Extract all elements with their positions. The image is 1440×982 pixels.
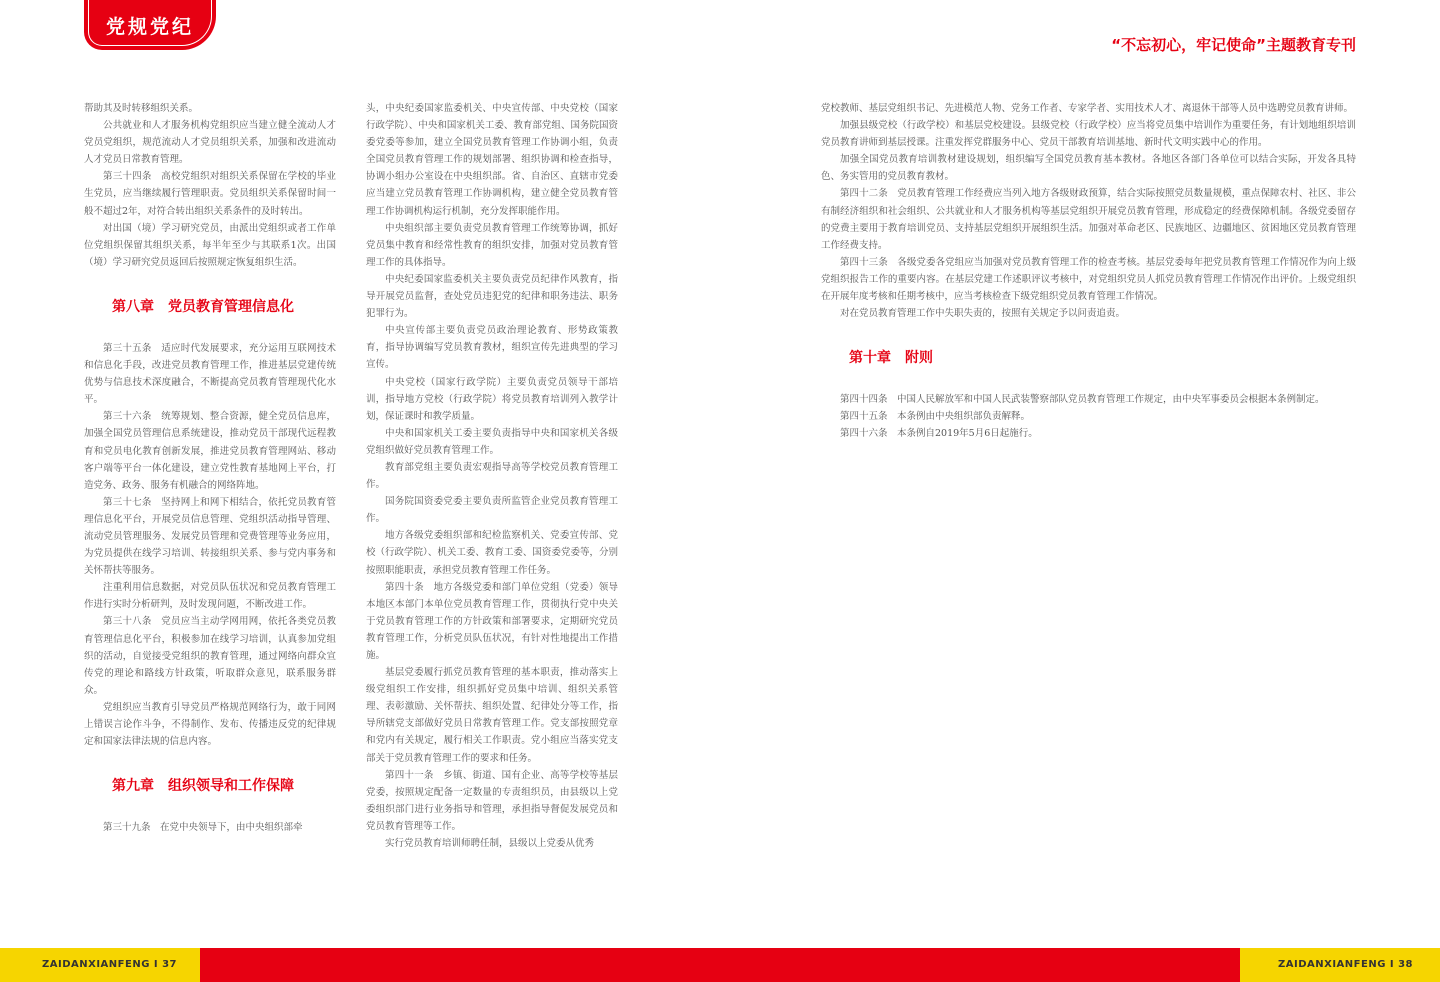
chapter-heading: 第八章 党员教育管理信息化 xyxy=(112,298,294,315)
paragraph: 第三十五条 适应时代发展要求，充分运用互联网技术和信息化手段，改进党员教育管理工作，推进基层党建传统优势与信息技术深度融合，不断提高党员教育管理现代化水平。 xyxy=(84,342,336,406)
paragraph: 加强县级党校（行政学校）和基层党校建设。县级党校（行政学校）应当将党员集中培训作为重要任务，有计划地组织培训党员教育讲师到基层授课。注重发挥党群服务中心、党员干部教育培训基地、新时代文明实践中心的作用。 xyxy=(821,120,1356,149)
paragraph: 第四十四条 中国人民解放军和中国人民武装警察部队党员教育管理工作规定，由中央军事委员会根据本条例制定。 xyxy=(840,394,1325,406)
paragraph: 中央党校（国家行政学院）主要负责党员领导干部培训，指导地方党校（行政学院）将党员教育培训列入教学计划，保证课时和教学质量。 xyxy=(366,376,618,422)
paragraph: 第三十四条 高校党组织对组织关系保留在学校的毕业生党员，应当继续履行管理职责。党员组织关系保留时间一般不超过2年，对符合转出组织关系条件的及时转出。 xyxy=(84,171,336,217)
paragraph: 第三十八条 党员应当主动学网用网，依托各类党员教育管理信息化平台，积极参加在线学习培训，认真参加党组织的活动，自觉接受党组织的教育管理，通过网络向群众宣传党的理论和路线方针政策，听取群众意见，联系服务群众。 xyxy=(84,616,336,696)
paragraph: 国务院国资委党委主要负责所监管企业党员教育管理工作。 xyxy=(366,496,618,525)
paragraph: 基层党委履行抓党员教育管理的基本职责，推动落实上级党组织工作安排，组织抓好党员集中培训、组织关系管理、表彰激励、关怀帮扶、组织处置、纪律处分等工作，指导所辖党支部做好党员日常教育管理工作。党支部按照党章和党内有关规定，履行相关工作职责。党小组应当落实党支部关于党员教育管理工作的要求和任务。 xyxy=(366,667,618,764)
paragraph: 中央和国家机关工委主要负责指导中央和国家机关各级党组织做好党员教育管理工作。 xyxy=(366,427,618,456)
section-tab-label: 党规党纪 xyxy=(105,16,194,38)
paragraph: 中央纪委国家监委机关主要负责党员纪律作风教育，指导开展党员监督，查处党员违犯党的纪律和职务违法、职务犯罪行为。 xyxy=(366,273,618,320)
footer-bar xyxy=(0,948,1440,982)
paragraph: 第三十七条 坚持网上和网下相结合，依托党员教育管理信息化平台，开展党员信息管理、党组织活动指导管理、流动党员管理服务、发展党员管理和党费管理等业务应用，为党员提供在线学习培训、转接组织关系、参与党内事务和关怀帮扶等服务。 xyxy=(84,496,336,577)
column-right-page xyxy=(821,100,1356,443)
paragraph: 中央宣传部主要负责党员政治理论教育、形势政策教育，指导协调编写党员教育教材，组织宣传先进典型的学习宣传。 xyxy=(366,325,618,371)
paragraph: 第四十三条 各级党委各党组应当加强对党员教育管理工作的检查考核。基层党委每年把党员教育管理工作情况作为向上级党组织报告工作的重要内容。在基层党建工作述职评议考核中，对党组织党员人抓党员教育管理工作情况作出评价。上级党组织在开展年度考核和任期考核中，应当考核检查下级党组织党员教育管理工作情况。 xyxy=(821,256,1356,303)
paragraph: 教育部党组主要负责宏观指导高等学校党员教育管理工作。 xyxy=(366,461,618,491)
paragraph: 中央组织部主要负责党员教育管理工作统筹协调，抓好党员集中教育和经常性教育的组织安排，加强对党员教育管理工作的具体指导。 xyxy=(366,222,618,268)
chapter-heading: 第十章 附则 xyxy=(849,350,933,367)
paragraph: 党组织应当教育引导党员严格规范网络行为，敢于同网上错误言论作斗争，不得制作、发布、传播违反党的纪律规定和国家法律法规的信息内容。 xyxy=(84,701,336,748)
footer-page-box-left xyxy=(0,948,200,982)
paragraph: 党校教师、基层党组织书记、先进模范人物、党务工作者、专家学者、实用技术人才、离退休干部等人员中选聘党员教育讲师。 xyxy=(821,103,1354,114)
issue-title: “不忘初心，牢记使命”主题教育专刊 xyxy=(1111,36,1356,54)
section-tab xyxy=(84,0,216,50)
paragraph: 第四十二条 党员教育管理工作经费应当列入地方各级财政预算，结合实际按照党员数量规模，重点保障农村、社区、非公有制经济组织和社会组织、公共就业和人才服务机构等基层党组织开展党员教育管理，形成稳定的经费保障机制。各级党委留存的党费主要用于教育培训党员、支持基层党组织开展组织生活。加强对革命老区、民族地区、边疆地区、贫困地区党员教育管理工作经费支持。 xyxy=(821,188,1356,251)
paragraph: 帮助其及时转移组织关系。 xyxy=(84,103,199,114)
chapter-heading: 第九章 组织领导和工作保障 xyxy=(112,778,294,795)
column-left-page-1 xyxy=(84,100,336,836)
paragraph: 地方各级党委组织部和纪检监察机关、党委宣传部、党校（行政学院）、机关工委、教育工委、国资委党委等，分别按照职能职责，承担党员教育管理工作任务。 xyxy=(366,530,618,576)
paragraph: 第四十条 地方各级党委和部门单位党组（党委）领导本地区本部门本单位党员教育管理工作，贯彻执行党中央关于党员教育管理工作的方针政策和部署要求，定期研究党员教育管理工作，分析党员队伍状况，有针对性地提出工作措施。 xyxy=(366,581,618,661)
paragraph: 对在党员教育管理工作中失职失责的，按照有关规定予以问责追责。 xyxy=(840,308,1126,320)
paragraph: 对出国（境）学习研究党员，由派出党组织或者工作单位党组织保留其组织关系，每半年至少与其联系1次。出国（境）学习研究党员返回后按照规定恢复组织生活。 xyxy=(84,222,336,268)
page-number-right: ZAIDANXIANFENG I 38 xyxy=(1278,959,1413,970)
column-left-page-2 xyxy=(366,100,618,852)
page-number-left: ZAIDANXIANFENG I 37 xyxy=(42,959,177,970)
paragraph: 实行党员教育培训师聘任制，县级以上党委从优秀 xyxy=(385,838,595,850)
paragraph: 公共就业和人才服务机构党组织应当建立健全流动人才党员党组织，规范流动人才党员组织关系，加强和改进流动人才党员日常教育管理。 xyxy=(84,120,336,166)
paragraph: 加强全国党员教育培训教材建设规划，组织编写全国党员教育基本教材。各地区各部门各单位可以结合实际，开发各具特色、务实管用的党员教育教材。 xyxy=(821,154,1356,183)
footer-page-box-right xyxy=(1240,948,1440,982)
paragraph: 注重利用信息数据，对党员队伍状况和党员教育管理工作进行实时分析研判，及时发现问题，不断改进工作。 xyxy=(84,582,336,611)
paragraph: 头，中央纪委国家监委机关、中央宣传部、中央党校（国家行政学院）、中央和国家机关工委、教育部党组、国务院国资委党委等参加，建立全国党员教育管理工作协调小组，负责全国党员教育管理工作的规划部署、组织协调和检查指导，协调小组办公室设在中央组织部。省、自治区、直辖市党委应当建立党员教育管理工作协调机构，建立健全党员教育管理工作协调机构运行机制，充分发挥职能作用。 xyxy=(366,103,618,217)
paragraph: 第四十一条 乡镇、街道、国有企业、高等学校等基层党委，按照规定配备一定数量的专责组织员，由县级以上党委组织部门进行业务指导和管理，承担指导督促发展党员和党员教育管理等工作。 xyxy=(366,769,618,832)
paragraph: 第四十六条 本条例自2019年5月6日起施行。 xyxy=(840,428,1038,440)
paragraph: 第四十五条 本条例由中央组织部负责解释。 xyxy=(840,411,1031,423)
paragraph: 第三十九条 在党中央领导下，由中央组织部牵 xyxy=(103,822,303,834)
paragraph: 第三十六条 统筹规划、整合资源，健全党员信息库，加强全国党员管理信息系统建设，推动党员干部现代远程教育和党员电化教育创新发展，推进党员教育管理网站、移动客户端等平台一体化建设，建立党性教育基地网上平台，打造党务、政务、服务有机融合的网络阵地。 xyxy=(84,411,336,491)
